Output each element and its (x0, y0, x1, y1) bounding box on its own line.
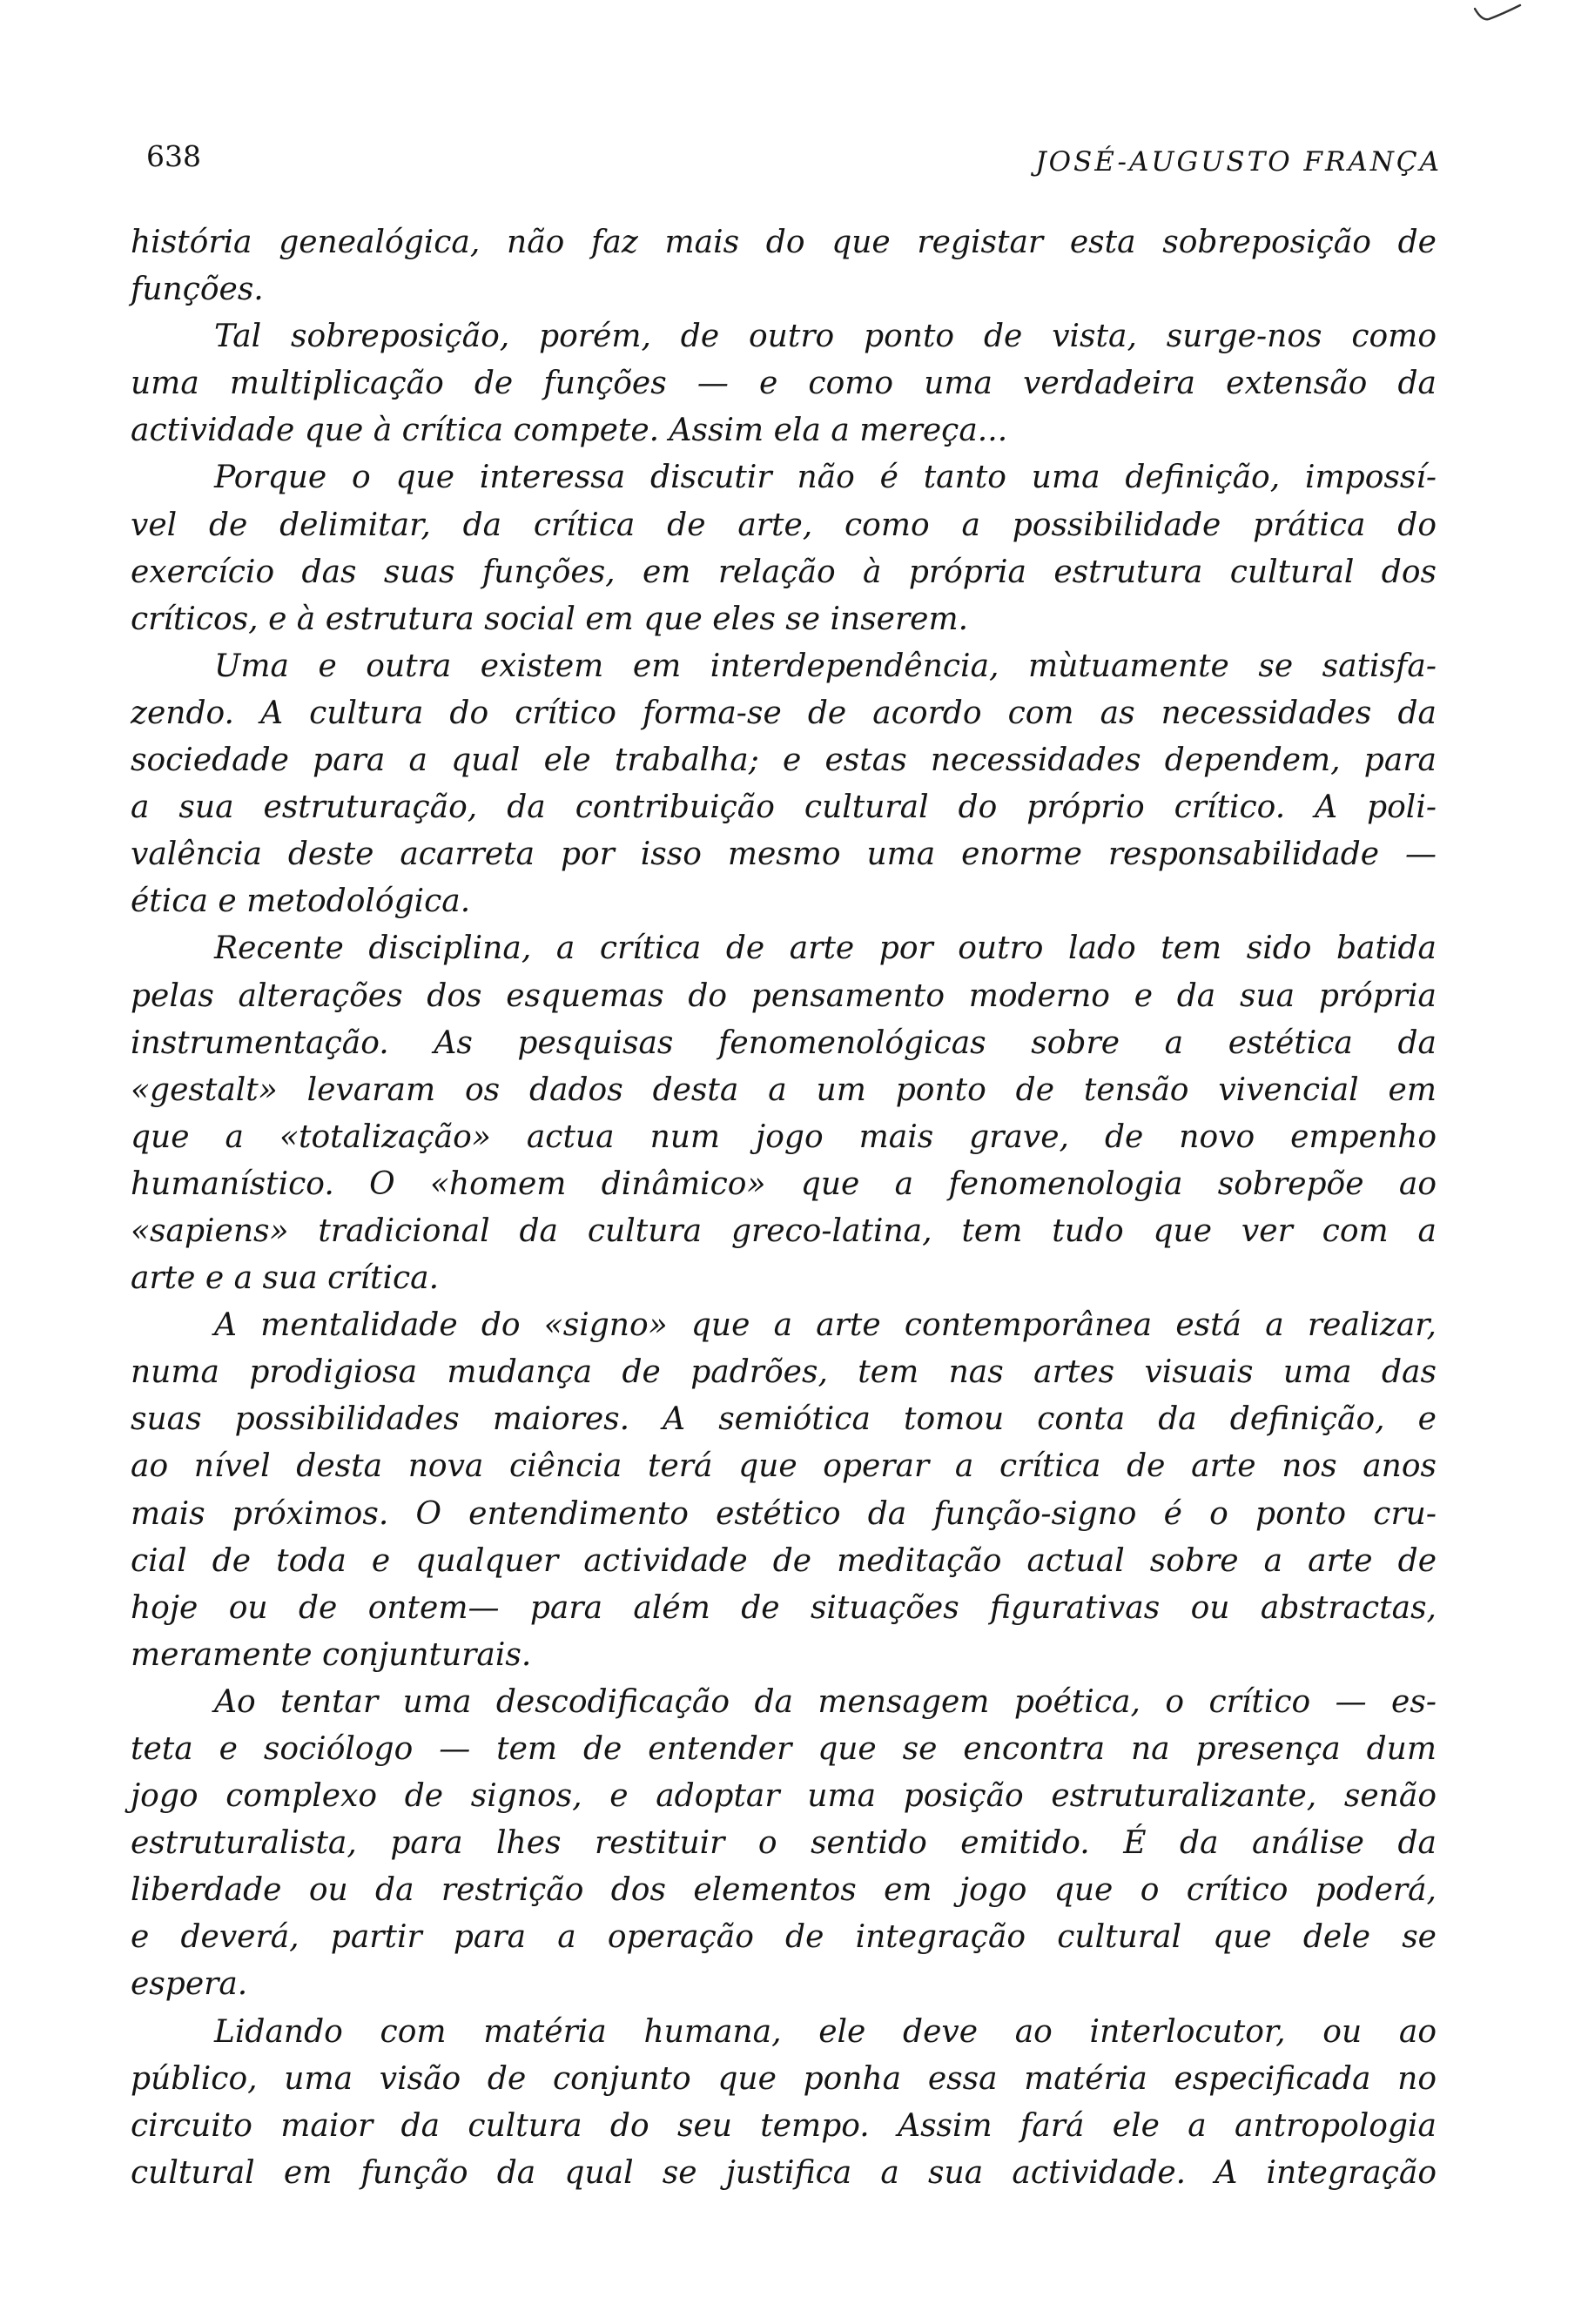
text-line: uma multiplicação de funções — e como uma verdadeira extensão da (131, 366, 1437, 402)
text-line: hoje ou de ontem— para além de situações figurativas ou abstractas, (131, 1589, 1437, 1626)
text-line: arte e a sua crítica. (131, 1260, 440, 1297)
text-line: instrumentação. As pesquisas fenomenológicas sobre a estética da (131, 1024, 1437, 1061)
text-line: Porque o que interessa discutir não é tanto uma definição, impossí- (214, 460, 1437, 496)
text-line: humanístico. O «homem dinâmico» que a fenomenologia sobrepõe ao (131, 1165, 1437, 1202)
text-line: sociedade para a qual ele trabalha; e estas necessidades dependem, para (131, 742, 1437, 779)
text-line: exercício das suas funções, em relação à própria estrutura cultural dos (131, 554, 1437, 590)
text-line: Recente disciplina, a crítica de arte por outro lado tem sido batida (214, 930, 1437, 967)
text-line: história genealógica, não faz mais do que registar esta sobreposição de (131, 225, 1437, 260)
text-line: liberdade ou da restrição dos elementos em jogo que o crítico poderá, (131, 1872, 1437, 1909)
text-line: espera. (131, 1966, 248, 2003)
text-line: funções. (131, 272, 264, 308)
pencil-check-mark (1471, 2, 1524, 28)
text-line: cultural em função da qual se justifica a sua actividade. A integração (131, 2154, 1437, 2191)
body-text (131, 219, 1437, 2197)
text-line: teta e sociólogo — tem de entender que se encontra na presença dum (131, 1731, 1437, 1767)
text-line: Lidando com matéria humana, ele deve ao interlocutor, ou ao (214, 2013, 1437, 2050)
text-line: que a «totalização» actua num jogo mais grave, de novo empenho (131, 1118, 1437, 1155)
text-line: valência deste acarreta por isso mesmo uma enorme responsabilidade — (131, 836, 1437, 873)
text-line: ética e metodológica. (131, 883, 471, 920)
running-head (146, 139, 1442, 191)
text-line: circuito maior da cultura do seu tempo. Assim fará ele a antropologia (131, 2107, 1437, 2144)
text-line: e deverá, partir para a operação de integração cultural que dele se (131, 1919, 1437, 1956)
text-line: «gestalt» levaram os dados desta a um ponto de tensão vivencial em (131, 1071, 1437, 1108)
text-line: numa prodigiosa mudança de padrões, tem nas artes visuais uma das (131, 1354, 1437, 1391)
text-line: mais próximos. O entendimento estético da função-signo é o ponto cru- (131, 1495, 1437, 1532)
text-line: críticos, e à estrutura social em que eles se inserem. (131, 601, 969, 637)
text-line: «sapiens» tradicional da cultura greco-latina, tem tudo que ver com a (131, 1212, 1437, 1249)
text-line: pelas alterações dos esquemas do pensamento moderno e da sua própria (131, 977, 1437, 1014)
text-line: a sua estruturação, da contribuição cultural do próprio crítico. A poli- (131, 789, 1437, 826)
text-line: Ao tentar uma descodificação da mensagem poética, o crítico — es- (214, 1683, 1437, 1720)
running-title: JOSÉ-AUGUSTO FRANÇA (1035, 146, 1442, 178)
text-line: cial de toda e qualquer actividade de meditação actual sobre a arte de (131, 1542, 1437, 1579)
text-line: actividade que à crítica compete. Assim ela a mereça... (131, 413, 1008, 449)
text-line: estruturalista, para lhes restituir o sentido emitido. É da análise da (131, 1825, 1437, 1862)
text-line: Tal sobreposição, porém, de outro ponto de vista, surge-nos como (214, 319, 1437, 355)
text-line: A mentalidade do «signo» que a arte contemporânea está a realizar, (214, 1307, 1437, 1344)
text-line: jogo complexo de signos, e adoptar uma posição estruturalizante, senão (131, 1778, 1437, 1815)
text-line: Uma e outra existem em interdependência, mùtuamente se satisfa- (214, 648, 1437, 684)
text-line: suas possibilidades maiores. A semiótica tomou conta da definição, e (131, 1401, 1437, 1438)
page-number: 638 (146, 139, 201, 173)
text-line: vel de delimitar, da crítica de arte, como a possibilidade prática do (131, 507, 1437, 543)
text-line: ao nível desta nova ciência terá que operar a crítica de arte nos anos (131, 1448, 1437, 1485)
text-line: zendo. A cultura do crítico forma-se de acordo com as necessidades da (131, 695, 1437, 731)
text-line: meramente conjunturais. (131, 1636, 532, 1673)
text-line: público, uma visão de conjunto que ponha essa matéria especificada no (131, 2060, 1437, 2097)
